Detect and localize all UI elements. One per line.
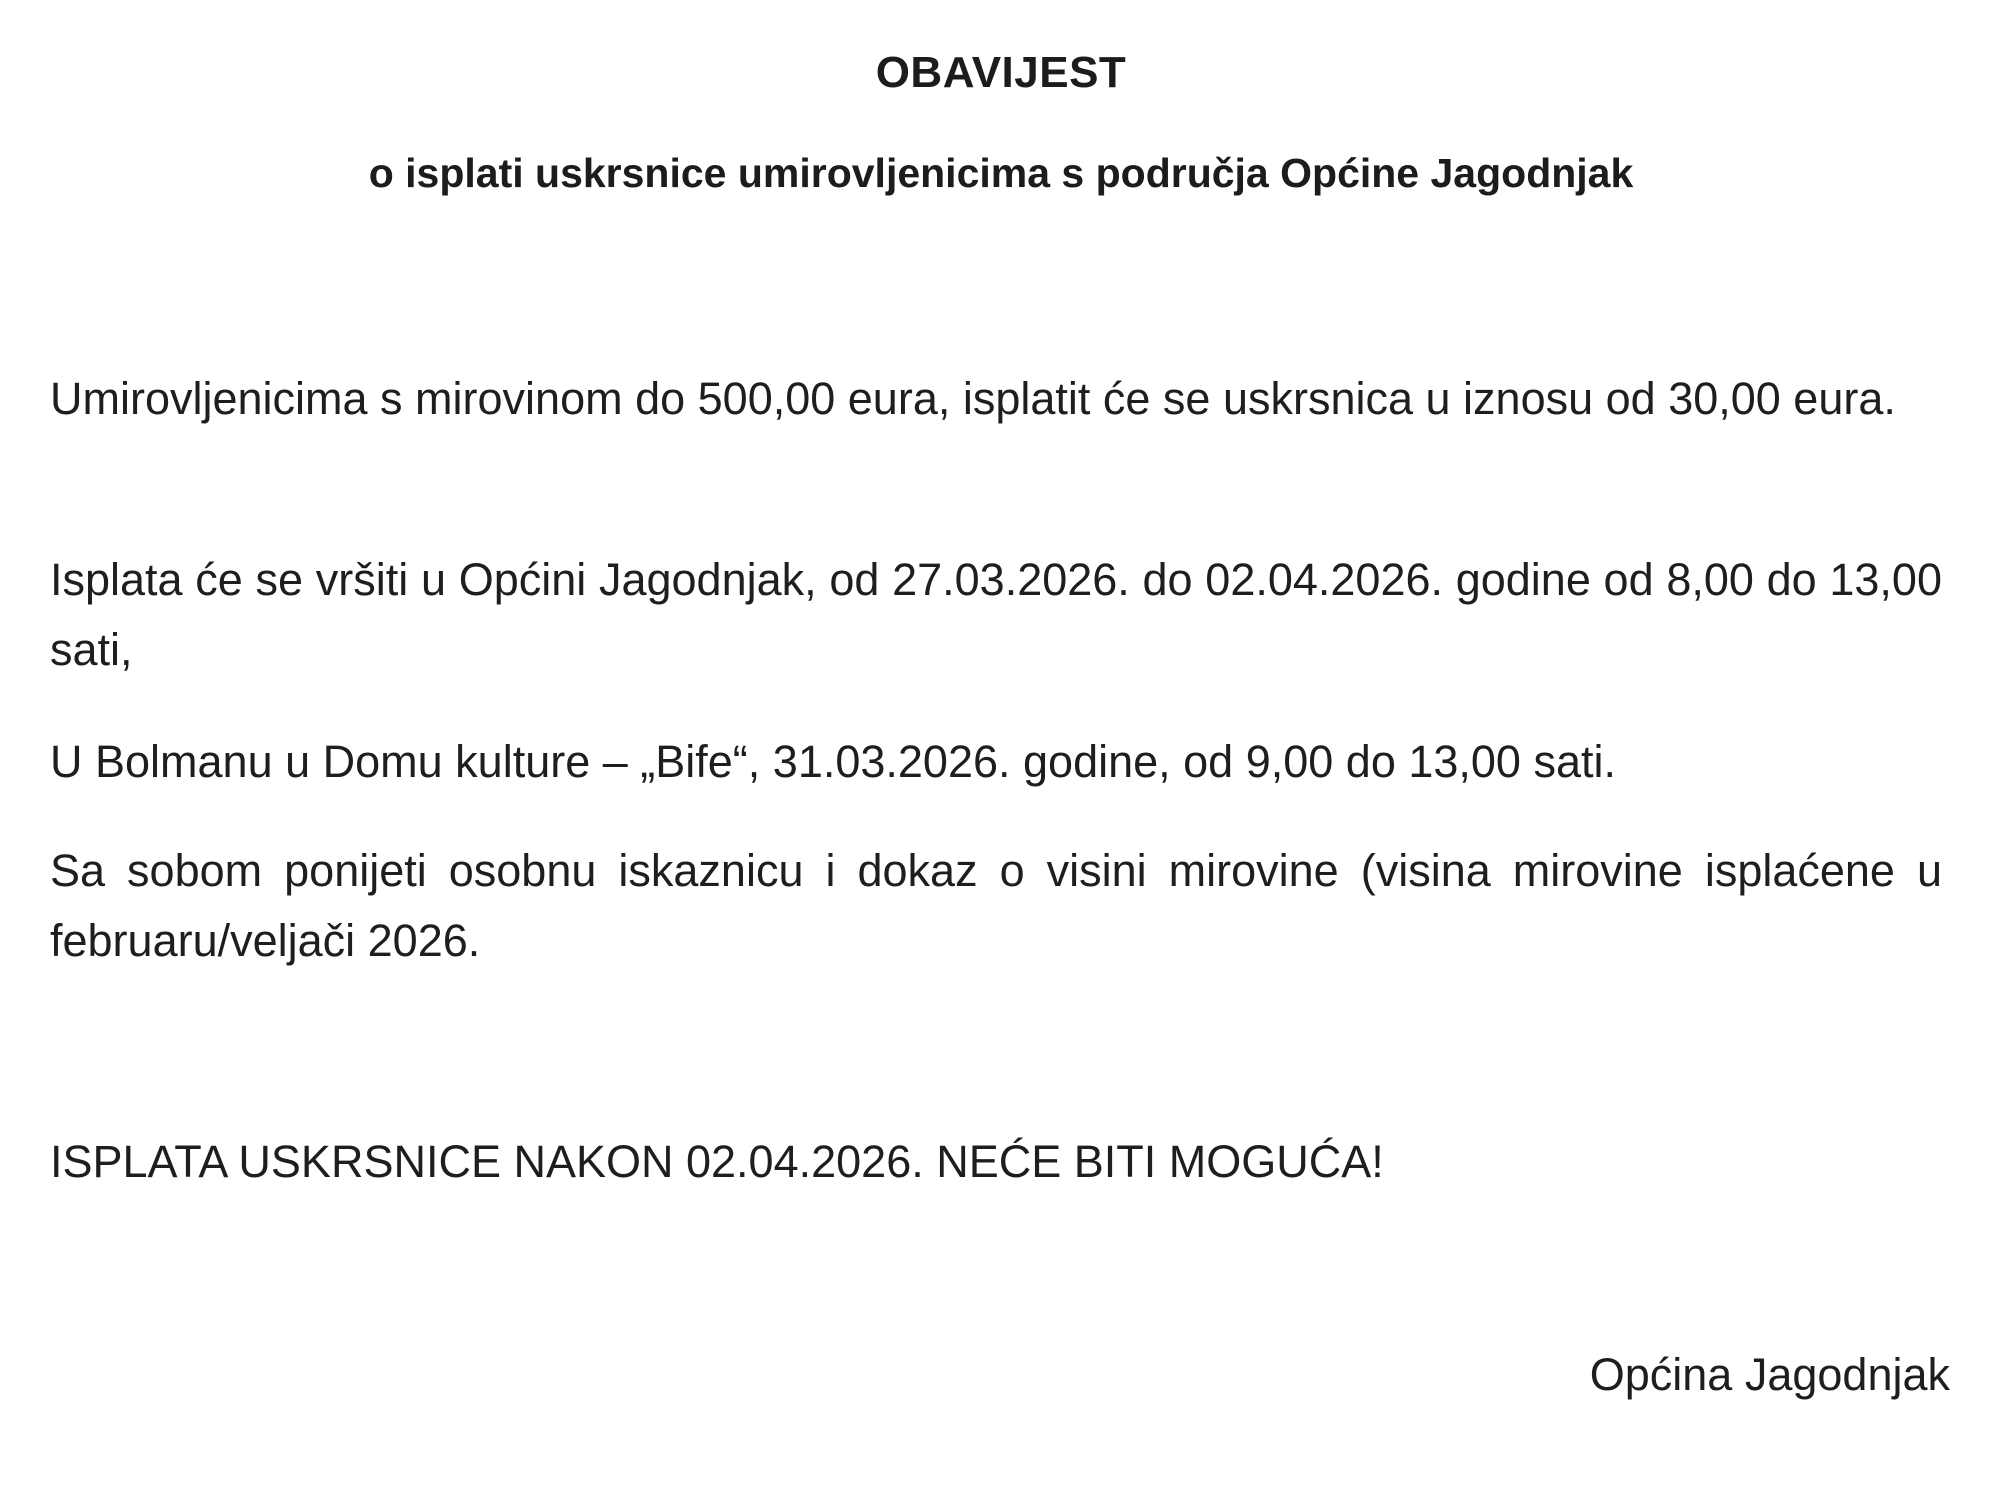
- notice-title: OBAVIJEST: [875, 48, 1127, 97]
- issuer-signature: Općina Jagodnjak: [1589, 1349, 1950, 1400]
- paragraph-payment-schedule: Isplata će se vršiti u Općini Jagodnjak, od 27.03.2026. do 02.04.2026. godine od 8,00 do 13,00 sati,: [50, 554, 1942, 675]
- paragraph-required-documents: Sa sobom ponijeti osobnu iskaznicu i dokaz o visini mirovine (visina mirovine isplaćene u februaru/veljači 2026.: [50, 845, 1942, 966]
- payment-deadline-warning: ISPLATA USKRSNICE NAKON 02.04.2026. NEĆE BITI MOGUĆA!: [50, 1136, 1384, 1187]
- paragraph-bolman-location: U Bolmanu u Domu kulture – „Bife“, 31.03.2026. godine, od 9,00 do 13,00 sati.: [50, 736, 1616, 787]
- paragraph-pension-amount: Umirovljenicima s mirovinom do 500,00 eura, isplatit će se uskrsnica u iznosu od 30,00 eura.: [50, 373, 1896, 424]
- notice-subtitle: o isplati uskrsnice umirovljenicima s područja Općine Jagodnjak: [368, 150, 1634, 196]
